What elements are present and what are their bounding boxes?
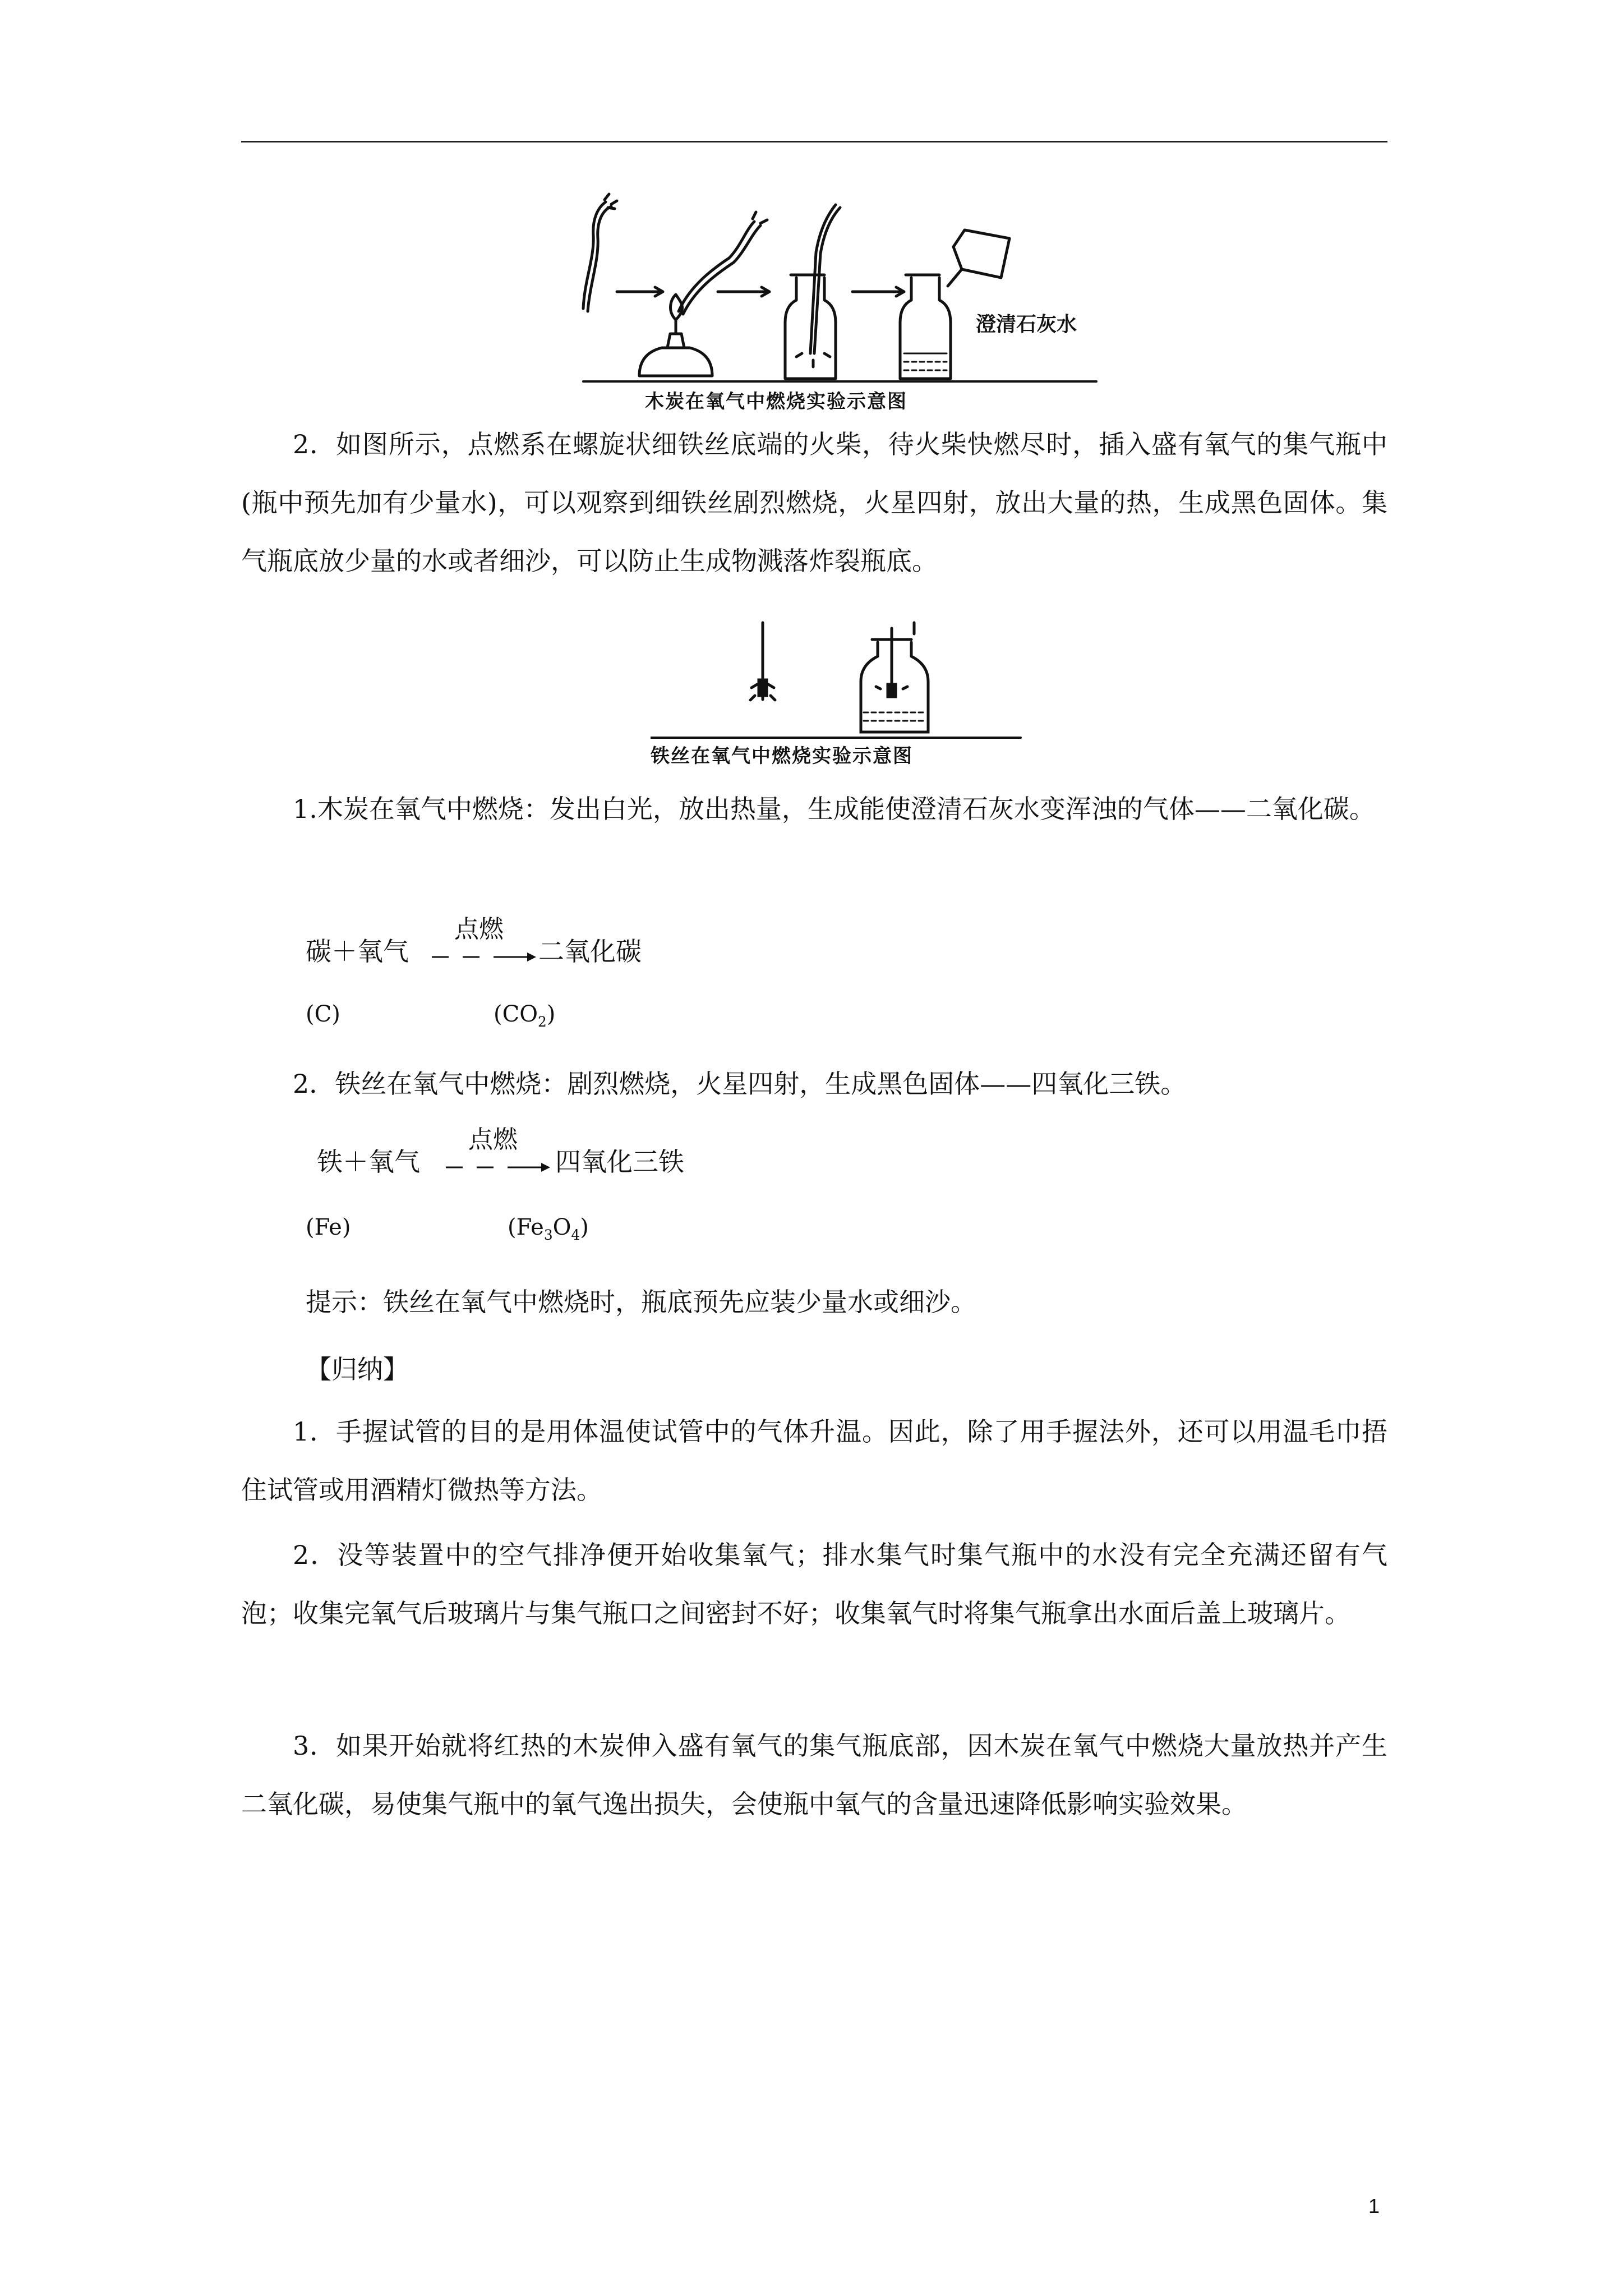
iron-eq-arrow — [446, 1161, 558, 1174]
iron-formula-right: $(Fe_3O_4)$ — [508, 1214, 589, 1243]
summary-heading: 【归纳】 — [306, 1354, 409, 1384]
summary-item-1: 1．手握试管的目的是用体温使试管中的气体升温。因此，除了用手握法外，还可以用温毛巾捂住试管或用酒精灯微热等方法。 — [241, 1416, 1387, 1505]
carbon-formula-right: $(CO_2)$ — [494, 1001, 556, 1030]
page-number: 1 — [1368, 2194, 1380, 2217]
iron-eq-right: 四氧化三铁 — [555, 1147, 684, 1177]
iron-eq-left: 铁＋氧气 — [317, 1147, 420, 1177]
iron-formula-left: (Fe) — [306, 1214, 351, 1240]
header-rule — [241, 141, 1387, 142]
carbon-eq-arrow — [432, 950, 544, 964]
iron-wire-experiment-figure — [651, 617, 1043, 752]
figure2-caption: 铁丝在氧气中燃烧实验示意图 — [651, 745, 913, 767]
summary-item-2: 2．没等装置中的空气排净便开始收集氧气；排水集气时集气瓶中的水没有完全充满还留有气泡；收集完氧气后玻璃片与集气瓶口之间密封不好；收集氧气时将集气瓶拿出水面后盖上玻璃片。 — [241, 1540, 1387, 1628]
iron-eq-condition: 点燃 — [468, 1125, 518, 1154]
carbon-eq-left: 碳＋氧气 — [306, 936, 409, 967]
tip-text: 提示：铁丝在氧气中燃烧时，瓶底预先应装少量水或细沙。 — [306, 1287, 976, 1317]
iron-paragraph: 2．铁丝在氧气中燃烧：剧烈燃烧，火星四射，生成黑色固体——四氧化三铁。 — [293, 1069, 1187, 1099]
figure1-caption: 木炭在氧气中燃烧实验示意图 — [645, 390, 907, 413]
carbon-eq-condition: 点燃 — [454, 915, 504, 944]
carbon-formula-left: (C) — [306, 1001, 340, 1027]
limewater-label: 澄清石灰水 — [976, 313, 1077, 336]
carbon-eq-right: 二氧化碳 — [538, 936, 642, 967]
carbon-paragraph: 1.木炭在氧气中燃烧：发出白光，放出热量，生成能使澄清石灰水变浑浊的气体——二氧化碳。 — [293, 794, 1375, 824]
summary-item-3: 3．如果开始就将红热的木炭伸入盛有氧气的集气瓶底部，因木炭在氧气中燃烧大量放热并产生二氧化碳，易使集气瓶中的氧气逸出损失，会使瓶中氧气的含量迅速降低影响实验效果。 — [241, 1731, 1387, 1819]
charcoal-experiment-figure — [561, 185, 1110, 409]
iron-demo-paragraph: 2．如图所示，点燃系在螺旋状细铁丝底端的火柴，待火柴快燃尽时，插入盛有氧气的集气瓶中(瓶中预先加有少量水)，可以观察到细铁丝剧烈燃烧，火星四射，放出大量的热，生成黑色固体。集气瓶底放少量的水或者细沙，可以防止生成物溅落炸裂瓶底。 — [241, 429, 1387, 576]
